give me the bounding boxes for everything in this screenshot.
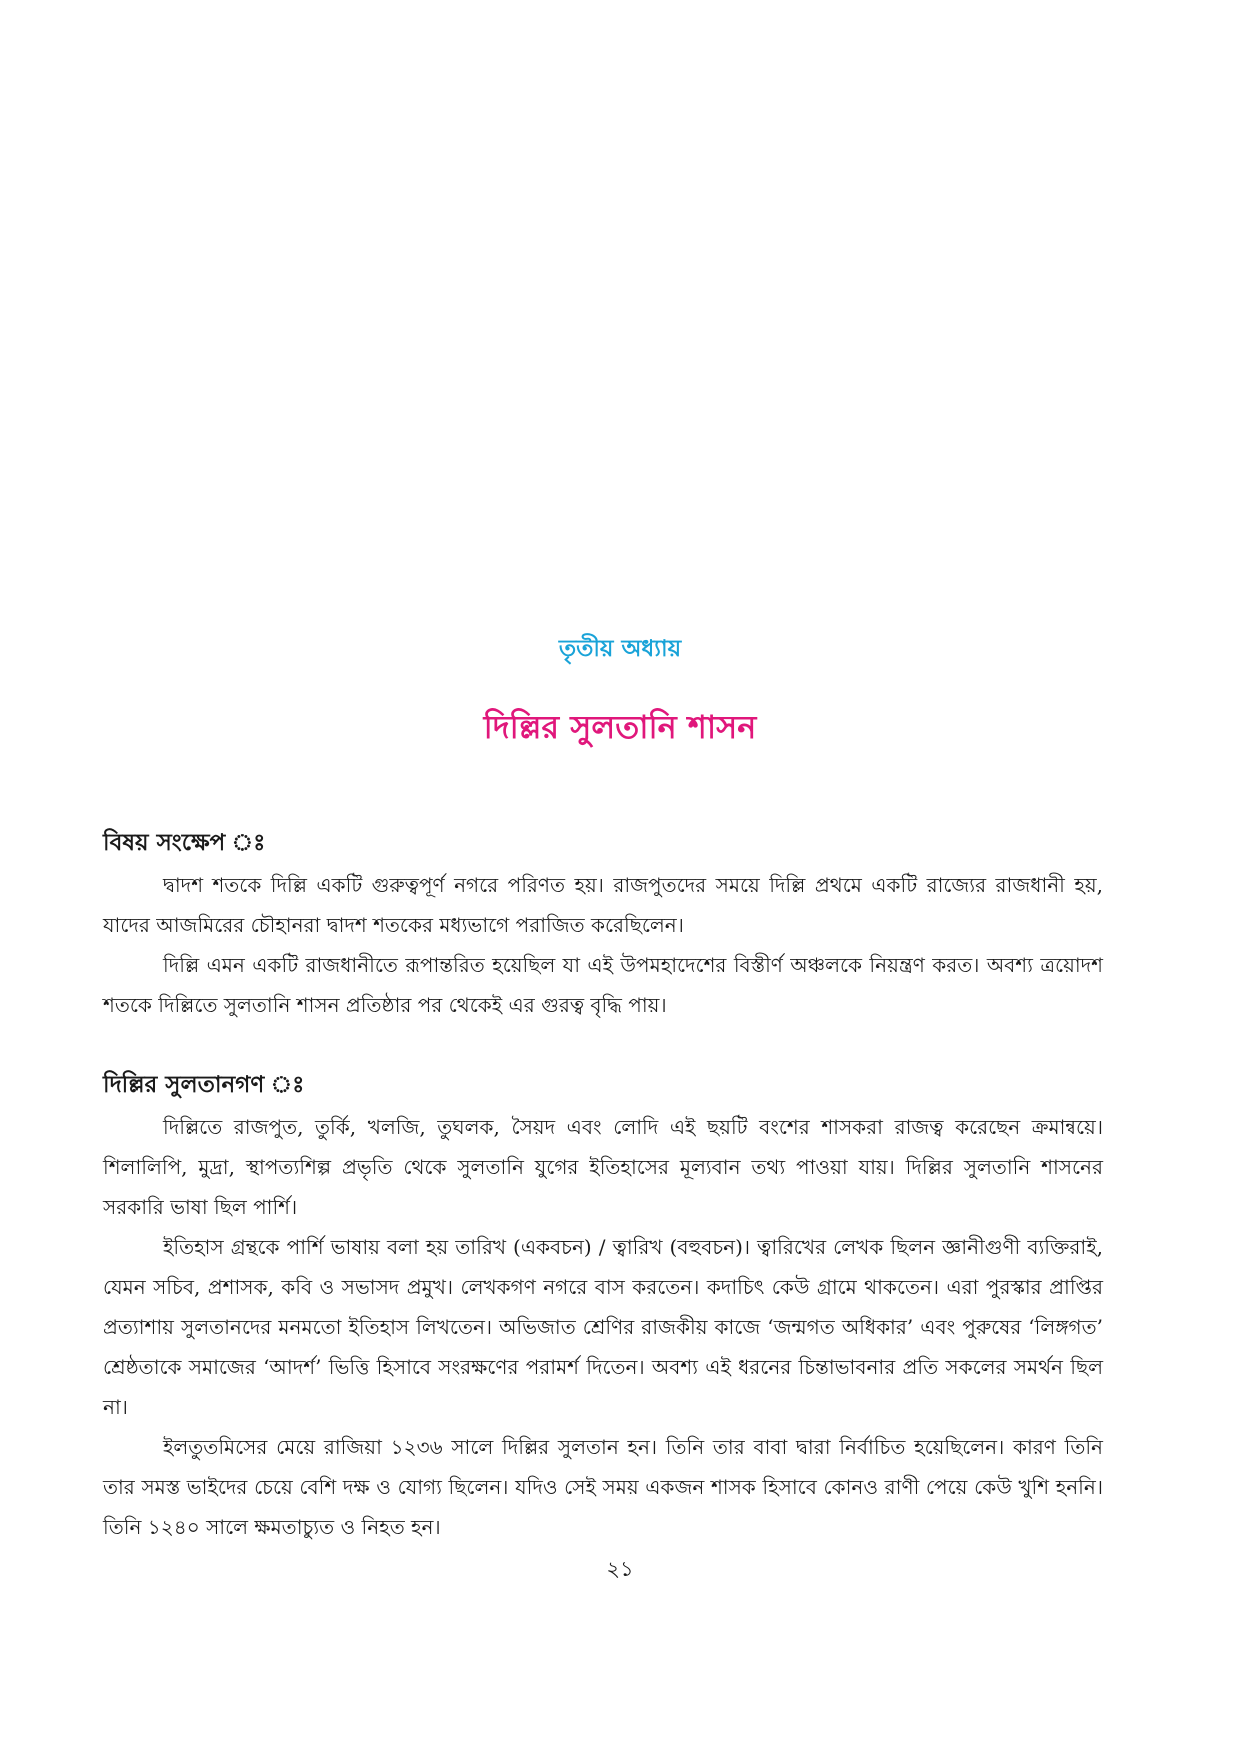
paragraph: ইতিহাস গ্রন্থকে পার্শি ভাষায় বলা হয় তারিখ (একবচন) / ত্বারিখ (বহুবচন)। ত্বারিখের লেখক ছিলন জ্ঞানীগুণী ব্যক্তিরাই, যেমন সচিব, প্রশাসক, কবি ও সভাসদ প্রমুখ। লেখকগণ নগরে বাস করতেন। কদাচিৎ কেউ গ্রামে থাকতেন। এরা পুরস্কার প্রাপ্তির প্রত্যাশায় সুলতানদের মনমতো ইতিহাস লিখতেন। অভিজাত শ্রেণির রাজকীয় কাজে ‘জন্মগত অধিকার’ এবং পুরুষের ‘লিঙ্গগত’ শ্রেষ্ঠতাকে সমাজের ‘আদর্শ’ ভিত্তি হিসাবে সংরক্ষণের পরামর্শ দিতেন। অবশ্য এই ধরনের চিন্তাভাবনার প্রতি সকলের সমর্থন ছিল না। xyxy=(103,1235,1103,1419)
section-heading: বিষয় সংক্ষেপ ঃ xyxy=(103,829,266,856)
section-sultans xyxy=(103,1067,1103,1547)
chapter-label: তৃতীয় অধ্যায় xyxy=(558,635,682,662)
page-number: ২১ xyxy=(606,1557,634,1581)
paragraph: দিল্লিতে রাজপুত, তুর্কি, খলজি, তুঘলক, সৈয়দ এবং লোদি এই ছয়টি বংশের শাসকরা রাজত্ব করেছেন ক্রমান্বয়ে। শিলালিপি, মুদ্রা, স্থাপত্যশিল্প প্রভৃতি থেকে সুলতানি যুগের ইতিহাসের মূল্যবান তথ্য পাওয়া যায়। দিল্লির সুলতানি শাসনের সরকারি ভাষা ছিল পার্শি। xyxy=(103,1115,1103,1219)
paragraph: ইলতুতমিসের মেয়ে রাজিয়া ১২৩৬ সালে দিল্লির সুলতান হন। তিনি তার বাবা দ্বারা নির্বাচিত হয়েছিলেন। কারণ তিনি তার সমস্ত ভাইদের চেয়ে বেশি দক্ষ ও যোগ্য ছিলেন। যদিও সেই সময় একজন শাসক হিসাবে কোনও রাণী পেয়ে কেউ খুশি হননি। তিনি ১২৪০ সালে ক্ষমতাচ্যুত ও নিহত হন। xyxy=(103,1435,1103,1539)
chapter-title: দিল্লির সুলতানি শাসন xyxy=(483,708,757,746)
section-summary xyxy=(103,825,1103,1025)
section-heading: দিল্লির সুলতানগণ ঃ xyxy=(103,1071,305,1098)
section-spacer xyxy=(103,1025,1103,1067)
paragraph: দ্বাদশ শতকে দিল্লি একটি গুরুত্বপূর্ণ নগরে পরিণত হয়। রাজপুতদের সময়ে দিল্লি প্রথমে একটি রাজ্যের রাজধানী হয়, যাদের আজমিরের চৌহানরা দ্বাদশ শতকের মধ্যভাগে পরাজিত করেছিলেন। xyxy=(103,873,1103,937)
paragraph: দিল্লি এমন একটি রাজধানীতে রূপান্তরিত হয়েছিল যা এই উপমহাদেশের বিস্তীর্ণ অঞ্চলকে নিয়ন্ত্রণ করত। অবশ্য ত্রয়োদশ শতকে দিল্লিতে সুলতানি শাসন প্রতিষ্ঠার পর থেকেই এর গুরত্ব বৃদ্ধি পায়। xyxy=(103,953,1103,1017)
page-body xyxy=(103,825,1103,1547)
